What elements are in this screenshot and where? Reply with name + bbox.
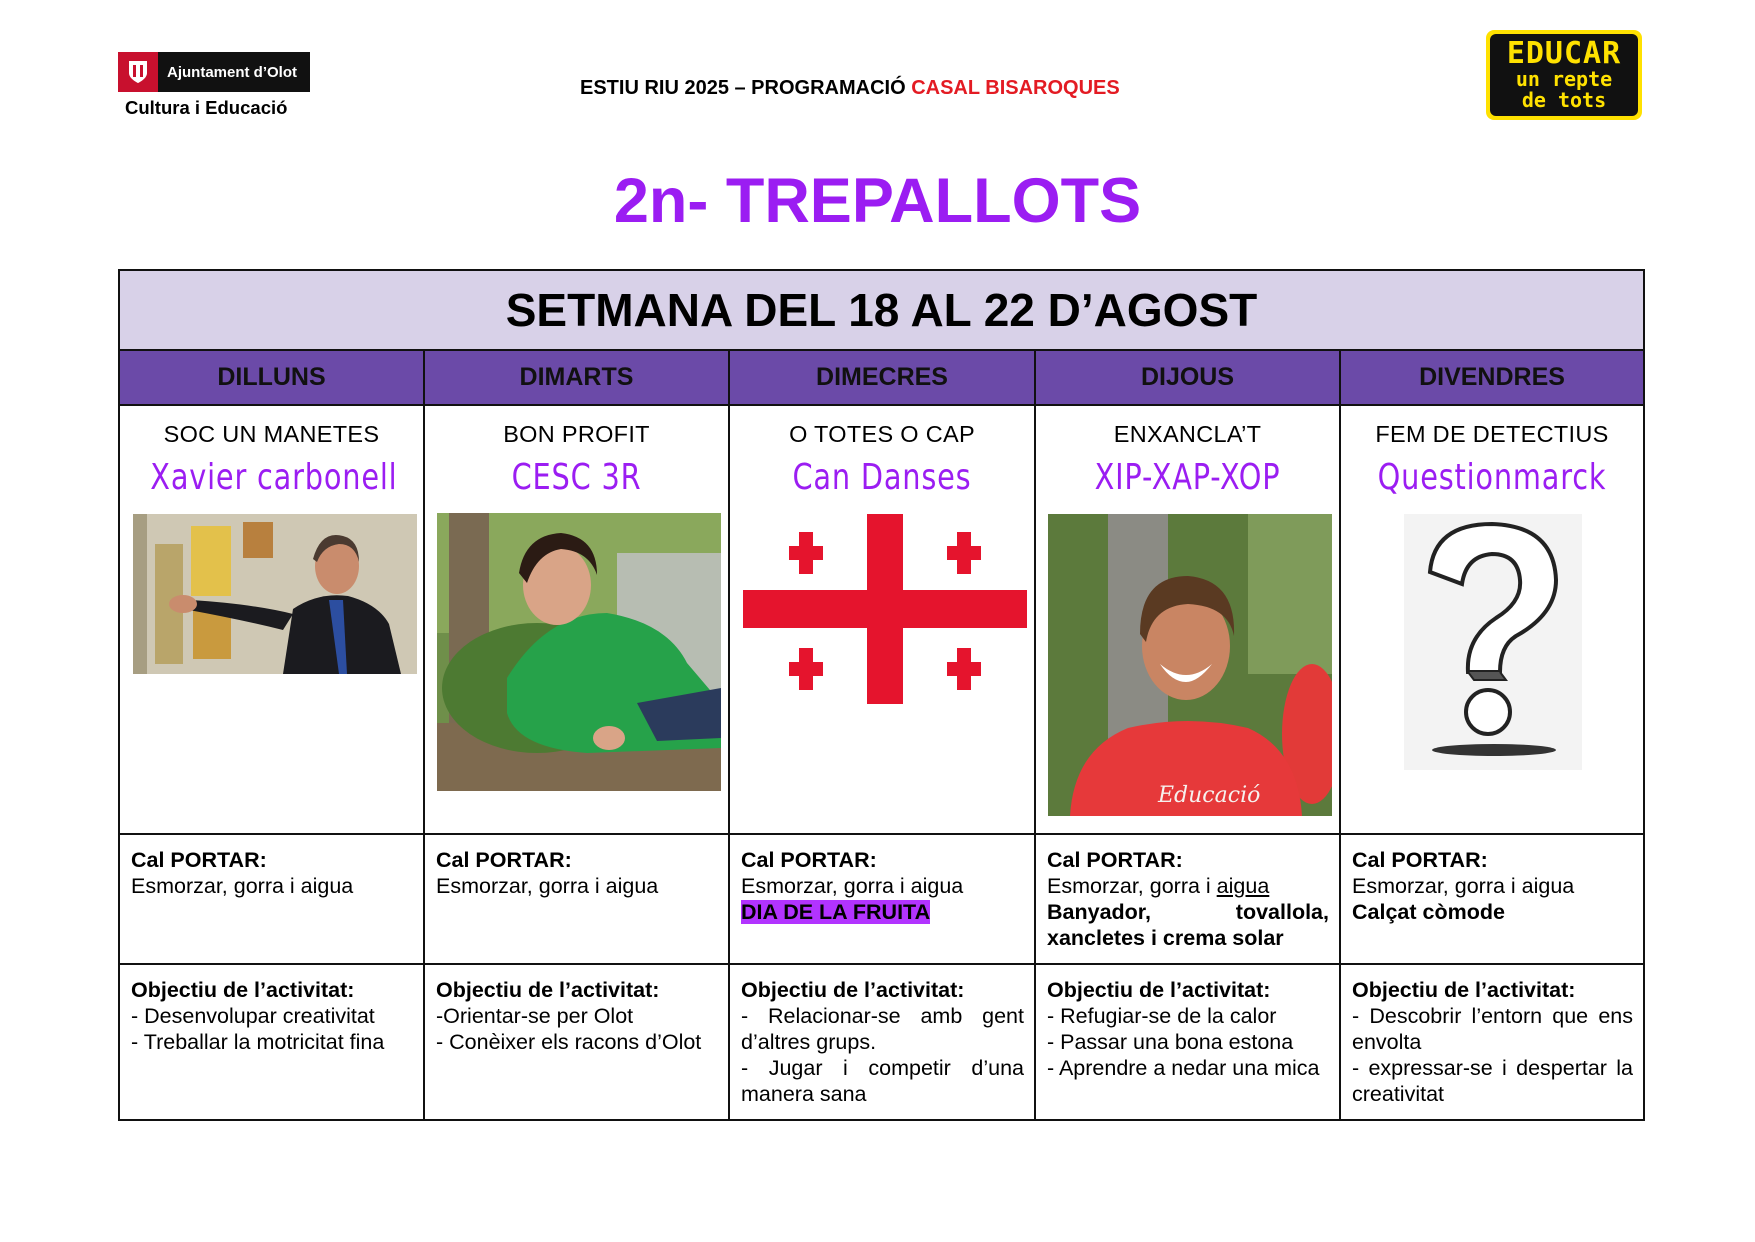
activity-cell-tuesday (425, 406, 730, 833)
goal-item: - Relacionar-se amb gent d’altres grups. (741, 1004, 1024, 1054)
goals-cell-friday (1341, 965, 1643, 1119)
educar-logo (1486, 30, 1642, 120)
bring-extra-line2: xancletes i crema solar (1047, 926, 1284, 950)
week-title: SETMANA DEL 18 AL 22 D’AGOST (120, 271, 1643, 351)
goals-cell-tuesday (425, 965, 730, 1119)
activity-leader: Xavier carbonell (150, 457, 398, 498)
bring-items: Esmorzar, gorra i aigua (131, 874, 354, 898)
day-header-friday: DIVENDRES (1419, 363, 1565, 391)
fruit-day-highlight: DIA DE LA FRUITA (741, 900, 931, 924)
bring-label: Cal PORTAR: (131, 848, 267, 872)
presenter-photo (133, 514, 417, 674)
goals-cell-thursday (1036, 965, 1341, 1119)
bring-row (120, 835, 1643, 965)
educar-logo-line1: EDUCAR (1506, 36, 1622, 71)
coat-of-arms-icon (118, 52, 158, 92)
bring-extra-line1: Banyador, tovallola, (1047, 900, 1329, 924)
goals-label: Objectiu de l’activitat: (741, 978, 965, 1002)
educar-logo-line2: un repte (1515, 67, 1613, 91)
activity-cell-thursday (1036, 406, 1341, 833)
georgian-flag-icon (743, 514, 1027, 704)
activity-name: FEM DE DETECTIUS (1375, 421, 1609, 447)
cesc-photo (437, 513, 721, 791)
goal-item: - Passar una bona estona (1047, 1030, 1294, 1054)
ajuntament-logo (118, 52, 310, 119)
day-header-tuesday: DIMARTS (425, 351, 730, 404)
bring-cell-friday (1341, 835, 1643, 963)
monitor-photo (1048, 514, 1332, 816)
educar-logo-line3: de tots (1521, 88, 1607, 112)
bring-items: Esmorzar, gorra i aigua (741, 874, 964, 898)
bring-extra: Calçat còmode (1352, 900, 1505, 924)
activity-name: SOC UN MANETES (163, 421, 380, 447)
activity-leader: XIP-XAP-XOP (1094, 457, 1281, 498)
day-header-wednesday: DIMECRES (730, 351, 1036, 404)
activity-leader: Can Danses (792, 457, 972, 498)
bring-cell-wednesday (730, 835, 1036, 963)
goals-label: Objectiu de l’activitat: (1047, 978, 1271, 1002)
bring-label: Cal PORTAR: (741, 848, 877, 872)
activity-cell-wednesday (730, 406, 1036, 833)
goal-item: - Treballar la motricitat fina (131, 1030, 385, 1054)
bring-items: Esmorzar, gorra i aigua (1047, 874, 1270, 898)
goal-item: - Jugar i competir d’una manera sana (741, 1056, 1024, 1106)
bring-label: Cal PORTAR: (1047, 848, 1183, 872)
question-mark-icon (1404, 514, 1582, 770)
program-title-prefix: ESTIU RIU 2025 – PROGRAMACIÓ (580, 77, 912, 99)
goals-label: Objectiu de l’activitat: (131, 978, 355, 1002)
days-header-row (120, 351, 1643, 406)
bring-cell-thursday (1036, 835, 1341, 963)
activity-cell-monday (120, 406, 425, 833)
goal-item: - Conèixer els racons d’Olot (436, 1030, 702, 1054)
day-header-monday: DILLUNS (120, 351, 425, 404)
bring-label: Cal PORTAR: (436, 848, 572, 872)
bring-cell-tuesday (425, 835, 730, 963)
goals-row (120, 965, 1643, 1119)
goal-item: -Orientar-se per Olot (436, 1004, 634, 1028)
schedule-table (118, 269, 1645, 1121)
goal-item: - Refugiar-se de la calor (1047, 1004, 1277, 1028)
activity-leader: Questionmarck (1377, 457, 1607, 498)
goals-label: Objectiu de l’activitat: (1352, 978, 1576, 1002)
department-name: Cultura i Educació (125, 97, 288, 118)
activity-leader: CESC 3R (511, 457, 642, 498)
goals-cell-wednesday (730, 965, 1036, 1119)
goal-item: - Descobrir l’entorn que ens envolta (1352, 1004, 1633, 1054)
goals-cell-monday (120, 965, 425, 1119)
goal-item: - Desenvolupar creativitat (131, 1004, 375, 1028)
goal-item: - Aprendre a nedar una mica (1047, 1056, 1320, 1080)
bring-items: Esmorzar, gorra i aigua (436, 874, 659, 898)
program-title (580, 77, 1120, 100)
program-title-casal: CASAL BISAROQUES (911, 77, 1120, 99)
bring-items: Esmorzar, gorra i aigua (1352, 874, 1575, 898)
bring-label: Cal PORTAR: (1352, 848, 1488, 872)
goal-item: - expressar-se i despertar la creativitat (1352, 1056, 1633, 1106)
activities-row (120, 406, 1643, 835)
group-title: 2n- TREPALLOTS (613, 166, 1142, 236)
day-header-thursday: DIJOUS (1036, 351, 1341, 404)
tshirt-text: Educació (1158, 783, 1261, 808)
org-name: Ajuntament d’Olot (167, 63, 297, 81)
goals-label: Objectiu de l’activitat: (436, 978, 660, 1002)
activity-name: BON PROFIT (503, 421, 650, 447)
activity-name: O TOTES O CAP (789, 421, 975, 447)
bring-cell-monday (120, 835, 425, 963)
activity-cell-friday (1341, 406, 1643, 833)
activity-name: ENXANCLA’T (1113, 421, 1262, 447)
